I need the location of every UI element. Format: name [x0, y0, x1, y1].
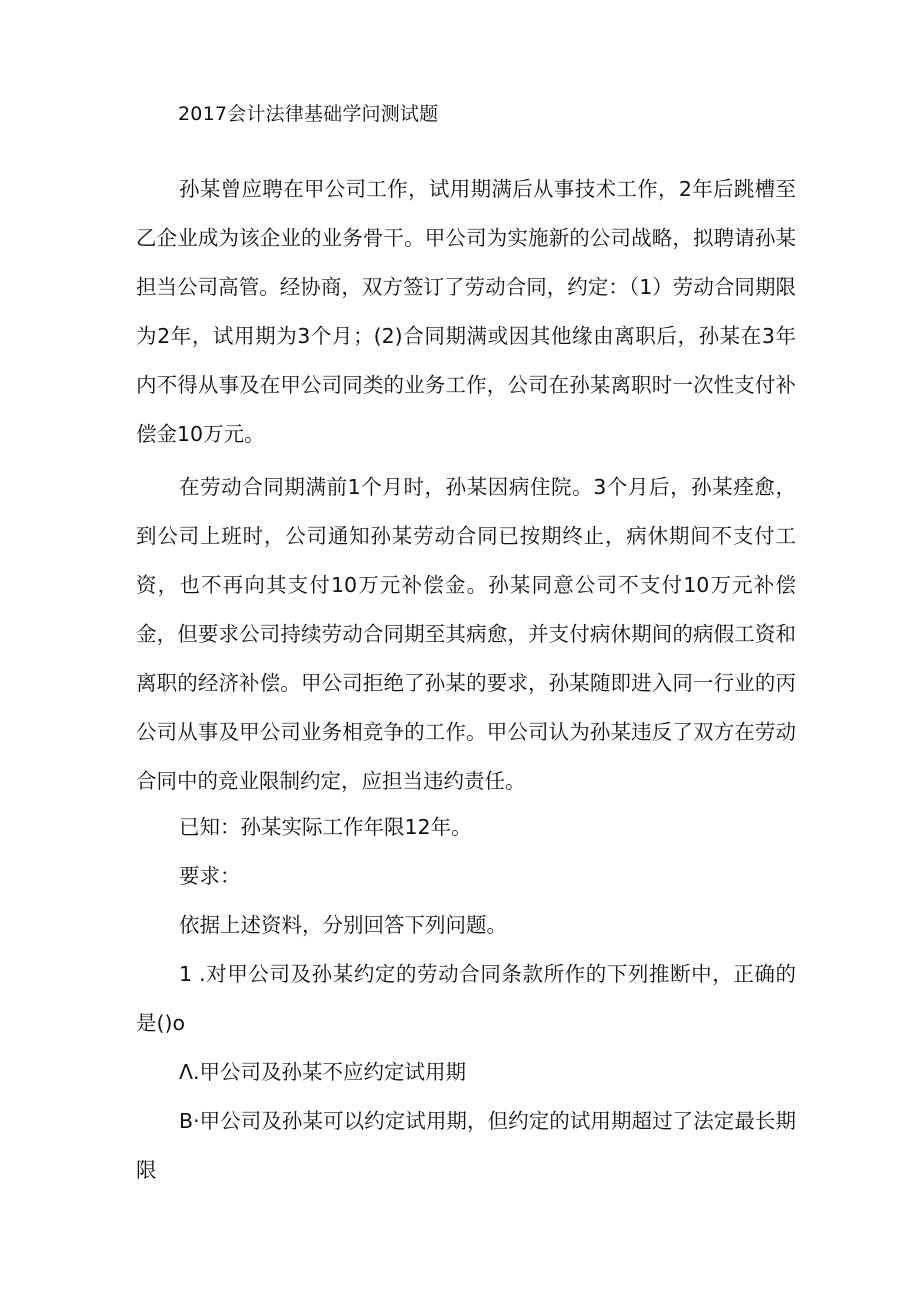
- case-paragraph-1: 孙某曾应聘在甲公司工作，试用期满后从事技术工作，2年后跳槽至乙企业成为该企业的业务骨干。甲公司为实施新的公司战略，拟聘请孙某担当公司高管。经协商，双方签订了劳动合同，约定：（1）劳动合同期限为2年，试用期为3个月；(2)合同期满或因其他缘由离职后，孙某在3年内不得从事及在甲公司同类的业务工作，公司在孙某离职时一次性支付补偿金10万元。: [136, 177, 796, 446]
- instruction-paragraph: 依据上述资料，分别回答下列问题。: [179, 913, 507, 937]
- known-fact-paragraph: 已知：孙某实际工作年限12年。: [179, 815, 472, 839]
- option-a: Λ.甲公司及孙某不应约定试用期: [179, 1060, 467, 1084]
- case-paragraph-2: 在劳动合同期满前1个月时，孙某因病住院。3个月后，孙某痊愈，到公司上班时，公司通知孙某劳动合同已按期终止，病休期间不支付工资，也不再向其支付10万元补偿金。孙某同意公司不支付10万元补偿金，但要求公司持续劳动合同期至其病愈，并支付病休期间的病假工资和离职的经济补偿。甲公司拒绝了孙某的要求，孙某随即进入同一行业的丙公司从事及甲公司业务相竞争的工作。甲公司认为孙某违反了双方在劳动合同中的竞业限制约定，应担当违约责任。: [136, 475, 796, 793]
- option-b: B·甲公司及孙某可以约定试用期，但约定的试用期超过了法定最长期限: [136, 1109, 796, 1182]
- requirement-heading: 要求：: [179, 864, 241, 888]
- document-title: 2017会计法律基础学问测试题: [178, 103, 439, 125]
- question-1: 1 .对甲公司及孙某约定的劳动合同条款所作的下列推断中，正确的是()o: [136, 962, 796, 1035]
